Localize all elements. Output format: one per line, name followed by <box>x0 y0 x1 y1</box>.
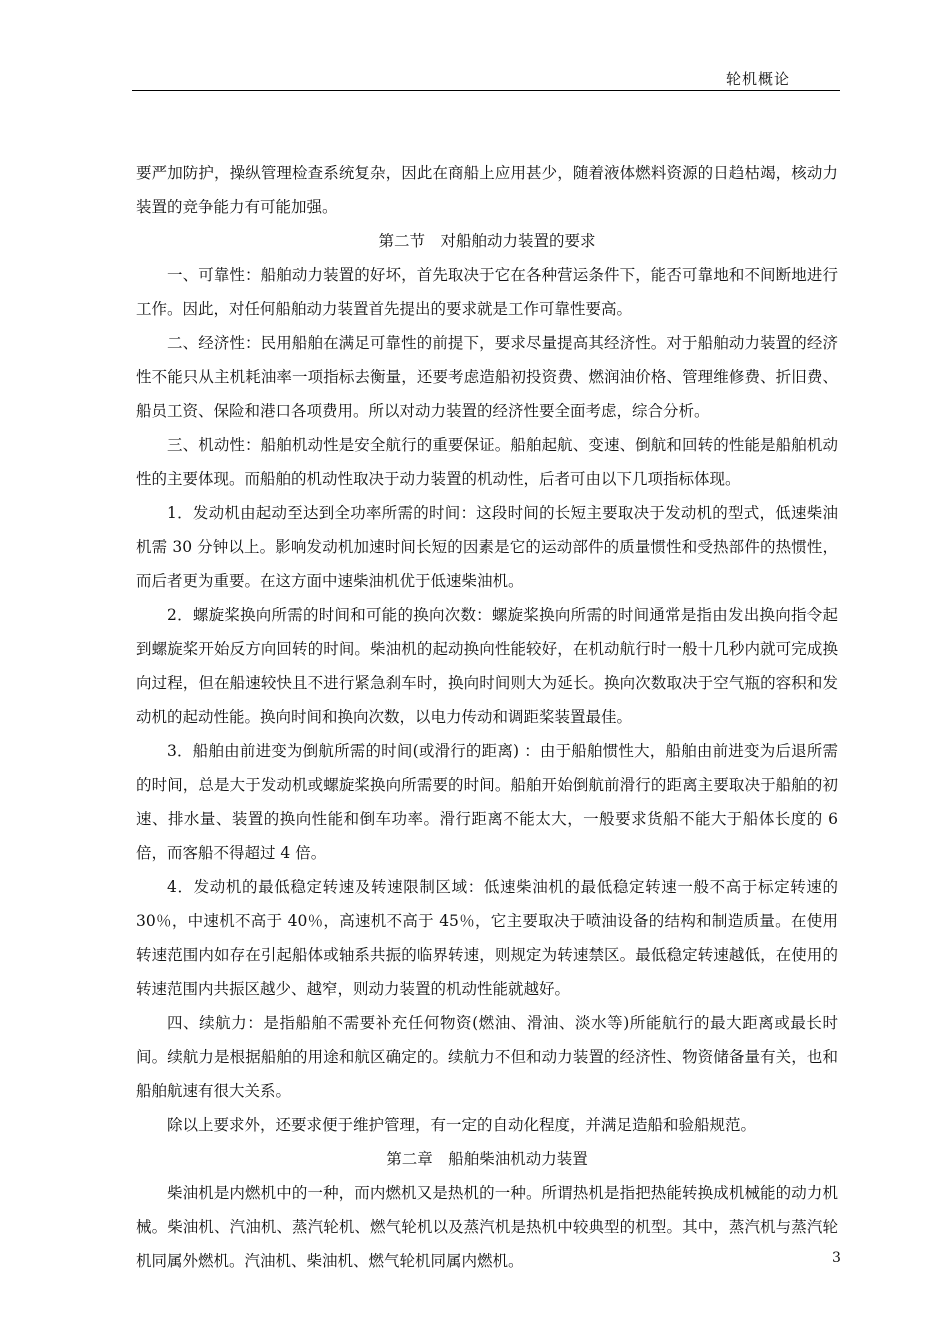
paragraph-maneuverability: 三、机动性：船舶机动性是安全航行的重要保证。船舶起航、变速、倒航和回转的性能是船舶机动性的主要体现。而船舶的机动性取决于动力装置的机动性，后者可由以下几项指标体现。 <box>136 436 838 488</box>
page-number: 3 <box>832 1250 841 1266</box>
paragraph-endurance: 四、续航力：是指船舶不需要补充任何物资(燃油、滑油、淡水等)所能航行的最大距离或最长时间。续航力是根据船舶的用途和航区确定的。续航力不但和动力装置的经济性、物资储备量有关，也和船舶航速有很大关系。 <box>136 1014 838 1100</box>
paragraph-continuation: 要严加防护，操纵管理检查系统复杂，因此在商船上应用甚少，随着液体燃料资源的日趋枯竭，核动力装置的竞争能力有可能加强。 <box>136 164 838 216</box>
chapter-heading: 第二章 船舶柴油机动力装置 <box>386 1150 588 1168</box>
paragraph-minimum-speed: 4．发动机的最低稳定转速及转速限制区域：低速柴油机的最低稳定转速一般不高于标定转速的 30％，中速机不高于 40％，高速机不高于 45％，它主要取决于喷油设备的结构和制造质量。在使用转速范围内如存在引起船体或轴系共振的临界转速，则规定为转速禁区。最低稳定转速越低，在使用的转速范围内共振区越少、越窄，则动力装置的机动性能就越好。 <box>136 878 838 998</box>
paragraph-other-requirements: 除以上要求外，还要求便于维护管理，有一定的自动化程度，并满足造船和验船规范。 <box>167 1116 757 1134</box>
page-body <box>136 156 838 1278</box>
paragraph-startup-time: 1．发动机由起动至达到全功率所需的时间：这段时间的长短主要取决于发动机的型式，低速柴油机需 30 分钟以上。影响发动机加速时间长短的因素是它的运动部件的质量惯性和受热部件的热惯性，而后者更为重要。在这方面中速柴油机优于低速柴油机。 <box>136 504 838 590</box>
running-header-title: 轮机概论 <box>725 70 790 88</box>
paragraph-reliability: 一、可靠性：船舶动力装置的好坏，首先取决于它在各种营运条件下，能否可靠地和不间断地进行工作。因此，对任何船舶动力装置首先提出的要求就是工作可靠性要高。 <box>136 266 838 318</box>
section-heading: 第二节 对船舶动力装置的要求 <box>378 232 596 250</box>
paragraph-propeller-reversal: 2．螺旋桨换向所需的时间和可能的换向次数：螺旋桨换向所需的时间通常是指由发出换向指令起到螺旋桨开始反方向回转的时间。柴油机的起动换向性能较好，在机动航行时一般十几秒内就可完成换向过程，但在船速较快且不进行紧急刹车时，换向时间则大为延长。换向次数取决于空气瓶的容积和发动机的起动性能。换向时间和换向次数，以电力传动和调距桨装置最佳。 <box>136 606 838 726</box>
paragraph-economy: 二、经济性：民用船舶在满足可靠性的前提下，要求尽量提高其经济性。对于船舶动力装置的经济性不能只从主机耗油率一项指标去衡量，还要考虑造船初投资费、燃润油价格、管理维修费、折旧费、船员工资、保险和港口各项费用。所以对动力装置的经济性要全面考虑，综合分析。 <box>136 334 838 420</box>
header-rule <box>132 90 840 91</box>
paragraph-diesel-intro: 柴油机是内燃机中的一种，而内燃机又是热机的一种。所谓热机是指把热能转换成机械能的动力机械。柴油机、汽油机、蒸汽轮机、燃气轮机以及蒸汽机是热机中较典型的机型。其中，蒸汽机与蒸汽轮机同属外燃机。汽油机、柴油机、燃气轮机同属内燃机。 <box>136 1184 838 1270</box>
paragraph-astern-time: 3．船舶由前进变为倒航所需的时间(或滑行的距离) ：由于船舶惯性大，船舶由前进变为后退所需的时间，总是大于发动机或螺旋桨换向所需要的时间。船舶开始倒航前滑行的距离主要取决于船舶的初速、排水量、装置的换向性能和倒车功率。滑行距离不能太大，一般要求货船不能大于船体长度的 6 倍，而客船不得超过 4 倍。 <box>136 742 838 862</box>
